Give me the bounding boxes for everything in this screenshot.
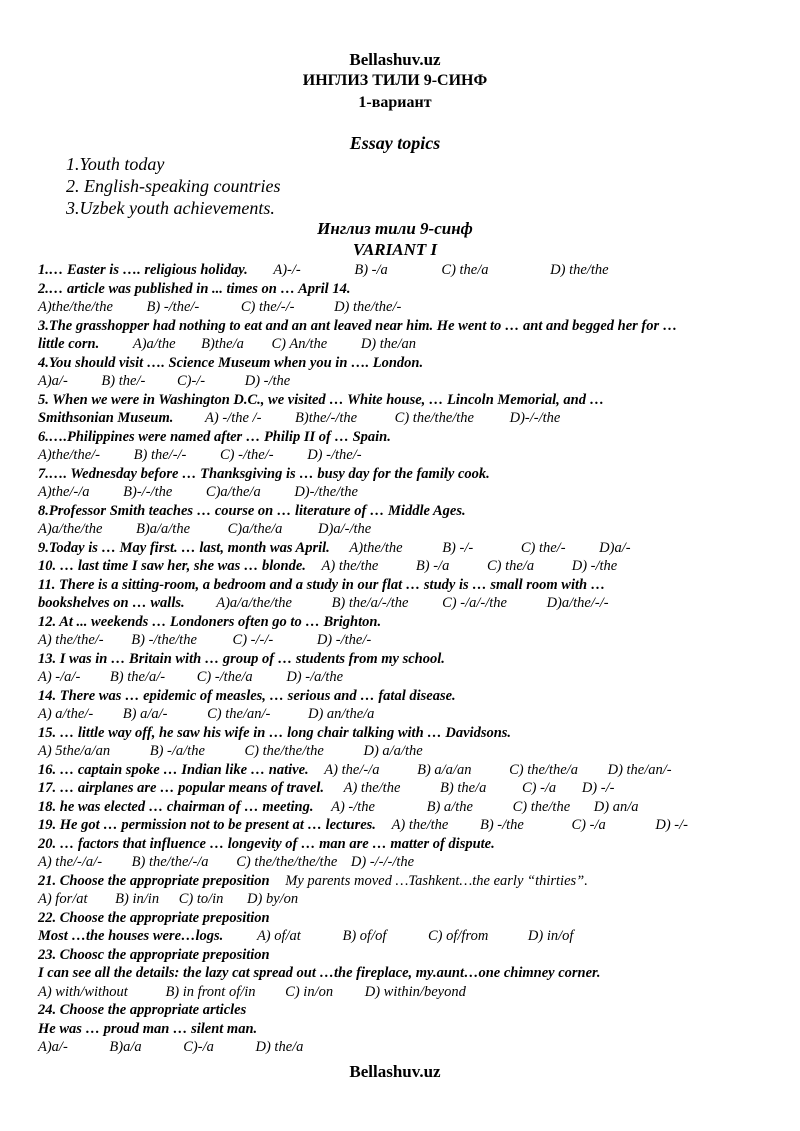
question-23: 23. Choosc the appropriate preposition [38, 946, 270, 963]
site-header: Bellashuv.uz [349, 50, 441, 69]
option-d: D) in/of [527, 928, 574, 944]
option-c: C) the/the/the [394, 410, 474, 426]
option-d: D) -/-/-/the [350, 854, 415, 870]
option-c: C)a/the/a [205, 484, 261, 500]
option-d: D) the/a [255, 1039, 304, 1055]
question-text: 9.Today is … May first. … last, month was April. [38, 539, 330, 556]
option-c: C) the/-/- [240, 299, 295, 315]
question-4: 4.You should visit …. Science Museum when you in …. London. [38, 354, 424, 371]
option-d: D)-/-/the [509, 410, 561, 426]
question-19 [38, 816, 768, 835]
option-b: B) in front of/in [165, 983, 256, 1000]
option-a: A)a/- [38, 1039, 68, 1055]
option-a: A) -/the /- [205, 410, 262, 426]
option-b: B)a/a/the [136, 521, 191, 537]
option-b: B)-/-/the [123, 484, 173, 500]
question-8-options [38, 520, 768, 539]
question-text: little corn. [38, 336, 100, 352]
question-8: 8.Professor Smith teaches … course on … literature of … Middle Ages. [38, 502, 466, 519]
option-c: C) -/the/- [220, 447, 274, 463]
option-d: D) a/a/the [363, 743, 423, 759]
option-c: C) the/- [520, 539, 566, 556]
option-c: C) the/the/a [509, 761, 578, 778]
question-15-options [38, 742, 768, 761]
question-text: 18. he was elected … chairman of … meeting. [38, 798, 314, 815]
option-d: D)a/the/-/- [546, 595, 609, 611]
option-a: A)a/- [38, 373, 68, 389]
essay-topic: 3.Uzbek youth achievements. [66, 198, 275, 218]
option-d: D) within/beyond [364, 983, 466, 1000]
question-13: 13. I was in … Britain with … group of … students from my school. [38, 650, 445, 667]
question-3: 3.The grasshopper had nothing to eat and an ant leaved near him. He went to … ant and begged her for … [38, 317, 678, 334]
option-b: B) the/a/-/the [331, 595, 409, 611]
option-a: A)the/-/a [38, 484, 90, 500]
question-20: 20. … factors that influence … longevity of … man are … matter of dispute. [38, 835, 495, 852]
option-a: A) the/the [321, 558, 379, 574]
option-b: B)a/a [109, 1039, 142, 1055]
option-b: B) -/the/- [146, 299, 200, 315]
option-b: B) a/the [426, 798, 473, 815]
option-a: A) 5the/a/an [38, 743, 111, 759]
option-a: A) the/the [391, 817, 449, 833]
question-5-cont [38, 409, 768, 428]
essay-topics-title: Essay topics [349, 133, 441, 153]
option-a: A)the/the/- [38, 447, 101, 463]
question-7: 7.…. Wednesday before … Thanksgiving is … busy day for the family cook. [38, 465, 490, 482]
option-d: D) -/a/the [286, 669, 344, 685]
option-b: B) in/in [115, 891, 160, 907]
essay-topic: 2. English-speaking countries [66, 176, 281, 196]
option-a: A)a/the [132, 336, 176, 352]
option-c: C) the/the/the [244, 743, 324, 759]
question-24: 24. Choose the appropriate articles [38, 1002, 247, 1018]
option-c: C) An/the [271, 336, 328, 352]
question-11-cont [38, 594, 768, 613]
question-5: 5. When we were in Washington D.C., we visited … White house, … Lincoln Memorial, and … [38, 391, 605, 408]
option-b: B) -/- [442, 539, 474, 556]
question-17 [38, 779, 768, 798]
option-a: A) the/-/a/- [38, 854, 103, 870]
question-14: 14. There was … epidemic of measles, … serious and … fatal disease. [38, 687, 456, 704]
question-1 [38, 261, 768, 280]
question-16 [38, 761, 768, 780]
question-22-sentence [38, 927, 768, 946]
question-text: 19. He got … permission not to be present at … lectures. [38, 817, 376, 833]
option-b: B)the/a [201, 336, 244, 352]
question-11: 11. There is a sitting-room, a bedroom and a study in our flat … study is … small room with … [38, 576, 606, 593]
question-2-options [38, 298, 768, 317]
option-c: C) the/the [512, 798, 571, 815]
question-9 [38, 539, 768, 558]
option-c: C)-/- [176, 373, 206, 389]
option-c: C) -/a [571, 817, 606, 833]
option-b: B)the/-/the [295, 410, 358, 426]
option-a: A) -/the [331, 798, 375, 815]
question-22: 22. Choose the appropriate preposition [38, 909, 270, 926]
essay-topic: 1.Youth today [66, 154, 165, 174]
option-a: A) -/a/- [38, 669, 81, 685]
question-sentence: Most …the houses were…logs. [38, 928, 224, 944]
option-c: C) the/a [486, 558, 535, 574]
question-20-options [38, 853, 768, 872]
option-d: D) the/the [550, 262, 609, 278]
question-6-options [38, 446, 768, 465]
question-list [38, 261, 768, 1057]
option-b: B) -/a [354, 262, 388, 278]
option-b: B) a/a/- [122, 706, 168, 722]
option-d: D) the/an [360, 336, 416, 352]
option-d: D)-/the/the [294, 484, 358, 500]
option-c: C) in/on [285, 983, 334, 1000]
option-d: D) -/the/- [316, 632, 372, 648]
variant-title: VARIANT I [352, 240, 438, 259]
option-b: B) -/the/the [131, 632, 197, 648]
option-d: D) the/the/- [334, 299, 402, 315]
question-sentence: He was … proud man … silent man. [38, 1020, 258, 1037]
question-24-options [38, 1038, 768, 1057]
option-a: A) the/-/a [324, 761, 380, 778]
option-c: C) -/the/a [196, 669, 253, 685]
option-c: C) -/-/- [232, 632, 274, 648]
question-23-options [38, 983, 768, 1002]
question-sentence: My parents moved …Tashkent…the early “thirties”. [285, 872, 588, 889]
option-c: C) the/the/the/the [236, 854, 338, 870]
option-d: D) -/- [581, 780, 615, 796]
variant-label: 1-вариант [358, 94, 432, 111]
option-b: B) -/a/the [149, 743, 205, 759]
option-b: B) the/a/- [109, 669, 166, 685]
option-d: D) by/on [247, 891, 299, 907]
option-d: D) -/- [655, 817, 688, 833]
question-12-options [38, 631, 768, 650]
option-b: B) the/- [101, 373, 146, 389]
question-4-options [38, 372, 768, 391]
option-b: B) the/a [440, 780, 487, 796]
section-subject: Инглиз тили 9-синф [317, 219, 473, 238]
option-b: B) the/the/-/a [131, 854, 209, 870]
option-d: D)a/-/the [318, 521, 372, 537]
option-a: A) a/the/- [38, 706, 94, 722]
option-c: C)a/the/a [227, 521, 283, 537]
question-13-options [38, 668, 768, 687]
question-text: Smithsonian Museum. [38, 410, 174, 426]
option-a: A) of/at [256, 928, 301, 944]
option-d: D)a/- [599, 539, 631, 556]
option-a: A)a/a/the/the [216, 595, 292, 611]
question-6: 6.….Philippines were named after … Philip II of … Spain. [38, 428, 391, 445]
question-14-options [38, 705, 768, 724]
question-text: 16. … captain spoke … Indian like … native. [38, 761, 309, 778]
question-3-cont [38, 335, 768, 354]
question-21 [38, 872, 768, 891]
option-d: D) the/an/- [607, 761, 672, 778]
option-d: D) an/a [593, 798, 639, 815]
site-footer: Bellashuv.uz [349, 1062, 441, 1081]
option-c: C) to/in [178, 891, 224, 907]
option-b: B) the/-/- [133, 447, 187, 463]
option-a: A) the/the [343, 780, 401, 796]
option-c: C) -/a [521, 780, 557, 796]
question-10 [38, 557, 768, 576]
option-d: D) an/the/a [307, 706, 375, 722]
question-text: bookshelves on … walls. [38, 595, 185, 611]
subject-title: ИНГЛИЗ ТИЛИ 9-СИНФ [302, 72, 488, 89]
question-12: 12. At ... weekends … Londoners often go to … Brighton. [38, 613, 382, 630]
question-text: 21. Choose the appropriate preposition [38, 872, 270, 889]
option-d: D) -/the/- [307, 447, 362, 463]
option-a: A)the/the [349, 539, 403, 556]
option-a: A) with/without [38, 983, 128, 1000]
option-c: C)-/a [183, 1039, 214, 1055]
option-a: A)-/- [273, 262, 301, 278]
option-b: B) of/of [342, 928, 387, 944]
essay-topics-list [66, 153, 280, 219]
option-c: C) -/a/-/the [442, 595, 507, 611]
question-sentence: I can see all the details: the lazy cat spread out …the fireplace, my.aunt…one chimney corner. [38, 965, 601, 981]
option-a: A)a/the/the [38, 521, 103, 537]
question-text: 10. … last time I saw her, she was … blonde. [38, 558, 306, 574]
option-c: C) the/an/- [207, 706, 271, 722]
question-18 [38, 798, 768, 817]
option-b: B) a/a/an [417, 761, 472, 778]
option-a: A) for/at [38, 891, 88, 907]
option-b: B) -/a [415, 558, 450, 574]
question-text: 1.… Easter is …. religious holiday. [38, 262, 248, 278]
option-c: C) the/a [441, 262, 489, 278]
option-d: D) -/the [571, 558, 618, 574]
question-7-options [38, 483, 768, 502]
option-a: A) the/the/- [38, 632, 104, 648]
option-a: A)the/the/the [38, 299, 113, 315]
option-b: B) -/the [479, 817, 524, 833]
question-text: 17. … airplanes are … popular means of travel. [38, 780, 324, 796]
question-15: 15. … little way off, he saw his wife in … long chair talking with … Davidsons. [38, 724, 512, 741]
question-2: 2.… article was published in ... times on … April 14. [38, 280, 351, 297]
option-d: D) -/the [244, 373, 291, 389]
question-21-options [38, 890, 768, 909]
option-c: C) of/from [428, 928, 489, 944]
